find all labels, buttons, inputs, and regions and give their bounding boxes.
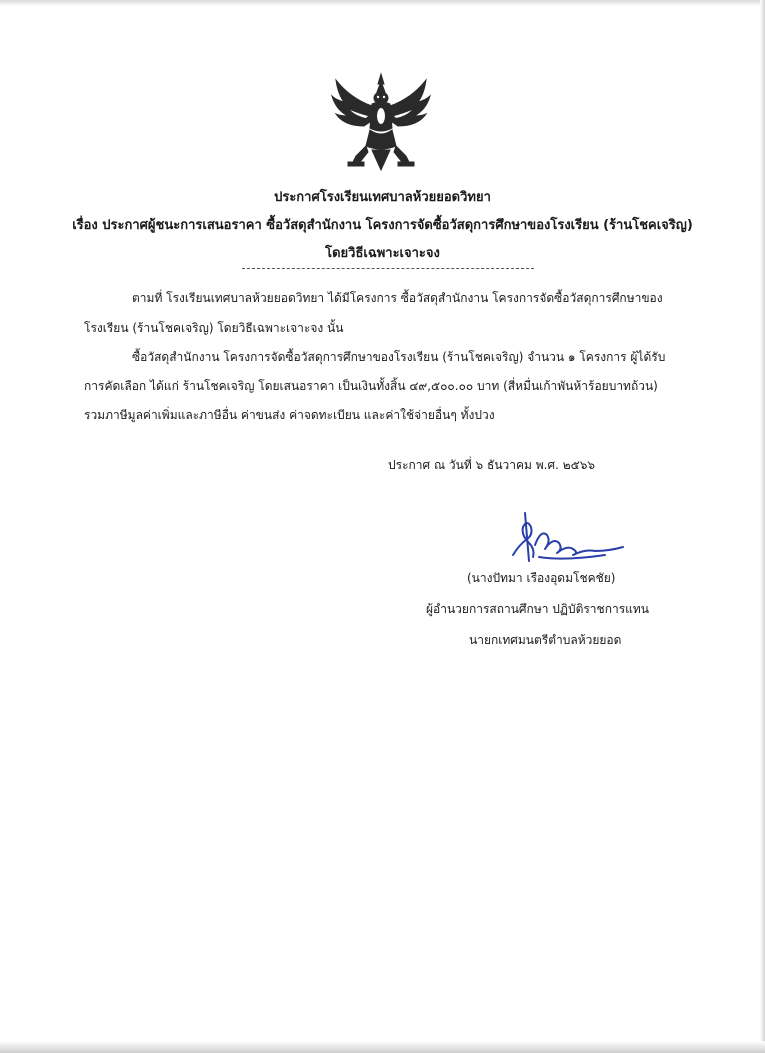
announcement-date: ประกาศ ณ วันที่ ๖ ธันวาคม พ.ศ. ๒๕๖๖: [388, 458, 595, 472]
scan-edge-right: [760, 0, 765, 1053]
announcement-title: ประกาศโรงเรียนเทศบาลห้วยยอดวิทยา: [274, 190, 491, 205]
announcement-subject: เรื่อง ประกาศผู้ชนะการเสนอราคา ซื้อวัสดุสำนักงาน โครงการจัดซื้อวัสดุการศึกษาของโรงเรียน (ร้านโชคเจริญ): [72, 218, 693, 233]
scan-edge-bottom: [0, 1041, 765, 1053]
signatory-on-behalf-of: นายกเทศมนตรีตำบลห้วยยอด: [469, 633, 622, 647]
signatory-position: ผู้อำนวยการสถานศึกษา ปฏิบัติราชการแทน: [426, 602, 649, 616]
header-divider: [242, 268, 534, 269]
scan-edge-top: [0, 0, 765, 6]
body-paragraph-1-line-1: ตามที่ โรงเรียนเทศบาลห้วยยอดวิทยา ได้มีโครงการ ซื้อวัสดุสำนักงาน โครงการจัดซื้อวัสดุการศึกษาของ: [132, 291, 663, 305]
body-paragraph-2-line-2: การคัดเลือก ได้แก่ ร้านโชคเจริญ โดยเสนอราคา เป็นเงินทั้งสิ้น ๔๙,๕๐๐.๐๐ บาท (สี่หมื่นเก้าพันห้าร้อยบาทถ้วน): [84, 379, 658, 393]
body-paragraph-2-line-1: ซื้อวัสดุสำนักงาน โครงการจัดซื้อวัสดุการศึกษาของโรงเรียน (ร้านโชคเจริญ) จำนวน ๑ โครงการ ผู้ได้รับ: [132, 350, 666, 364]
procurement-method: โดยวิธีเฉพาะเจาะจง: [325, 246, 440, 261]
body-paragraph-2-line-3: รวมภาษีมูลค่าเพิ่มและภาษีอื่น ค่าขนส่ง ค่าจดทะเบียน และค่าใช้จ่ายอื่นๆ ทั้งปวง: [84, 408, 495, 422]
signatory-name: (นางปัทมา เรืองอุดมโชคชัย): [467, 571, 616, 585]
signature-icon: [505, 505, 627, 567]
garuda-emblem-icon: [330, 72, 432, 174]
body-paragraph-1-line-2: โรงเรียน (ร้านโชคเจริญ) โดยวิธีเฉพาะเจาะจง นั้น: [84, 321, 344, 335]
